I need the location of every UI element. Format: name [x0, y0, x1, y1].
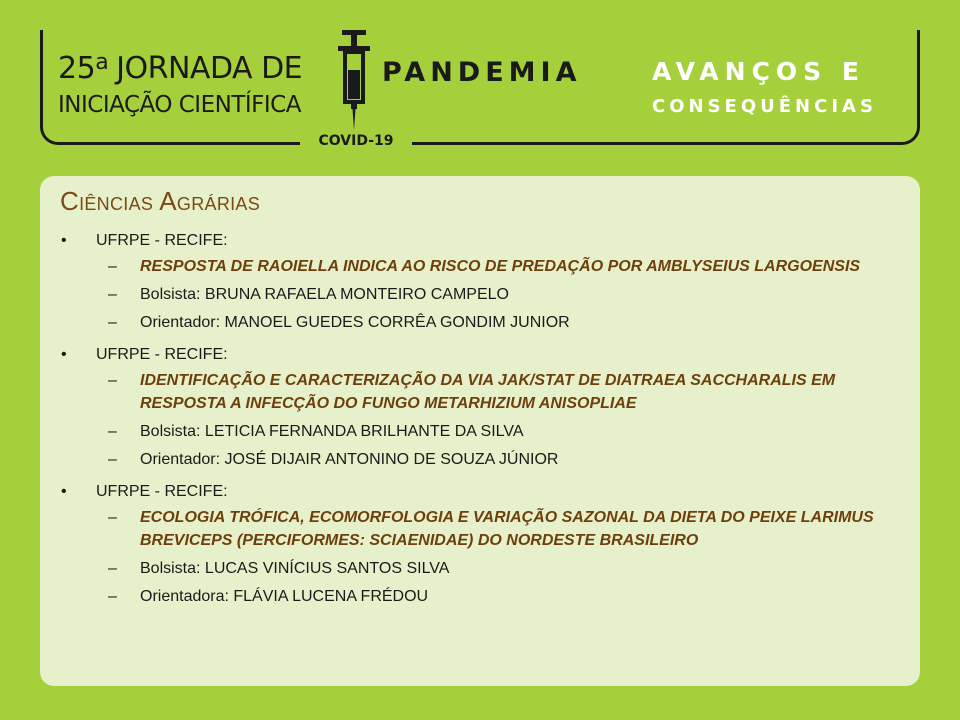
entry-institution: • UFRPE - RECIFE: [58, 230, 898, 252]
entry-title: – ECOLOGIA TRÓFICA, ECOMORFOLOGIA E VARIAÇÃO SAZONAL DA DIETA DO PEIXE LARIMUS BREVICEPS (PERCIFORMES: SCIAENIDAE) DO NORDESTE BRASILEIRO [108, 509, 874, 549]
entry-institution: • UFRPE - RECIFE: [58, 344, 898, 366]
jornada-number: 25 [58, 51, 96, 86]
entry-institution: • UFRPE - RECIFE: [58, 481, 898, 503]
entry-title-text: IDENTIFICAÇÃO E CARACTERIZAÇÃO DA VIA JAK/STAT DE DIATRAEA SACCHARALIS EM RESPOSTA A INFECÇÃO DO FUNGO METARHIZIUM ANISOPLIAE [140, 372, 836, 412]
entry-2 [58, 344, 898, 471]
entry-title-text: RESPOSTA DE RAOIELLA INDICA AO RISCO DE PREDAÇÃO POR AMBLYSEIUS LARGOENSIS [140, 258, 861, 275]
entry-orientador-text: Orientador: JOSÉ DIJAIR ANTONINO DE SOUZA JÚNIOR [140, 451, 559, 468]
entry-bolsista: – Bolsista: BRUNA RAFAELA MONTEIRO CAMPELO [108, 286, 509, 303]
entry-title: – IDENTIFICAÇÃO E CARACTERIZAÇÃO DA VIA JAK/STAT DE DIATRAEA SACCHARALIS EM RESPOSTA A INFECÇÃO DO FUNGO METARHIZIUM ANISOPLIAE [108, 372, 836, 412]
jornada-label: JORNADA DE [116, 51, 303, 86]
entry-3 [58, 481, 898, 608]
entry-bolsista-text: Bolsista: LUCAS VINÍCIUS SANTOS SILVA [140, 560, 450, 577]
entry-bolsista: – Bolsista: LUCAS VINÍCIUS SANTOS SILVA [108, 560, 450, 577]
avancos-title: AVANÇOS E [652, 57, 865, 86]
entry-bolsista: – Bolsista: LETICIA FERNANDA BRILHANTE DA SILVA [108, 423, 524, 440]
entries-list [58, 230, 898, 614]
entry-1 [58, 230, 898, 334]
jornada-superscript: a [95, 50, 109, 75]
entry-orientador: – Orientador: MANOEL GUEDES CORRÊA GONDIM JUNIOR [108, 314, 570, 331]
syringe-icon [334, 30, 374, 130]
entry-orientador: – Orientador: JOSÉ DIJAIR ANTONINO DE SOUZA JÚNIOR [108, 451, 559, 468]
consequencias-title: CONSEQUÊNCIAS [652, 96, 877, 117]
entry-bolsista-text: Bolsista: LETICIA FERNANDA BRILHANTE DA SILVA [140, 423, 524, 440]
jornada-title-line1 [58, 50, 302, 86]
entry-bolsista-text: Bolsista: BRUNA RAFAELA MONTEIRO CAMPELO [140, 286, 509, 303]
covid-label: COVID-19 [318, 133, 394, 149]
pandemia-title: PANDEMIA [382, 57, 582, 88]
entry-title: – RESPOSTA DE RAOIELLA INDICA AO RISCO DE PREDAÇÃO POR AMBLYSEIUS LARGOENSIS [108, 258, 861, 275]
entry-title-text: ECOLOGIA TRÓFICA, ECOMORFOLOGIA E VARIAÇÃO SAZONAL DA DIETA DO PEIXE LARIMUS BREVICEPS (PERCIFORMES: SCIAENIDAE) DO NORDESTE BRASILEIRO [140, 509, 874, 549]
entry-orientador-text: Orientadora: FLÁVIA LUCENA FRÉDOU [140, 588, 429, 605]
section-title: Ciências Agrárias [60, 186, 261, 216]
entry-orientador: – Orientadora: FLÁVIA LUCENA FRÉDOU [108, 588, 429, 605]
jornada-title-line2: INICIAÇÃO CIENTÍFICA [58, 92, 301, 118]
entry-orientador-text: Orientador: MANOEL GUEDES CORRÊA GONDIM JUNIOR [140, 314, 570, 331]
